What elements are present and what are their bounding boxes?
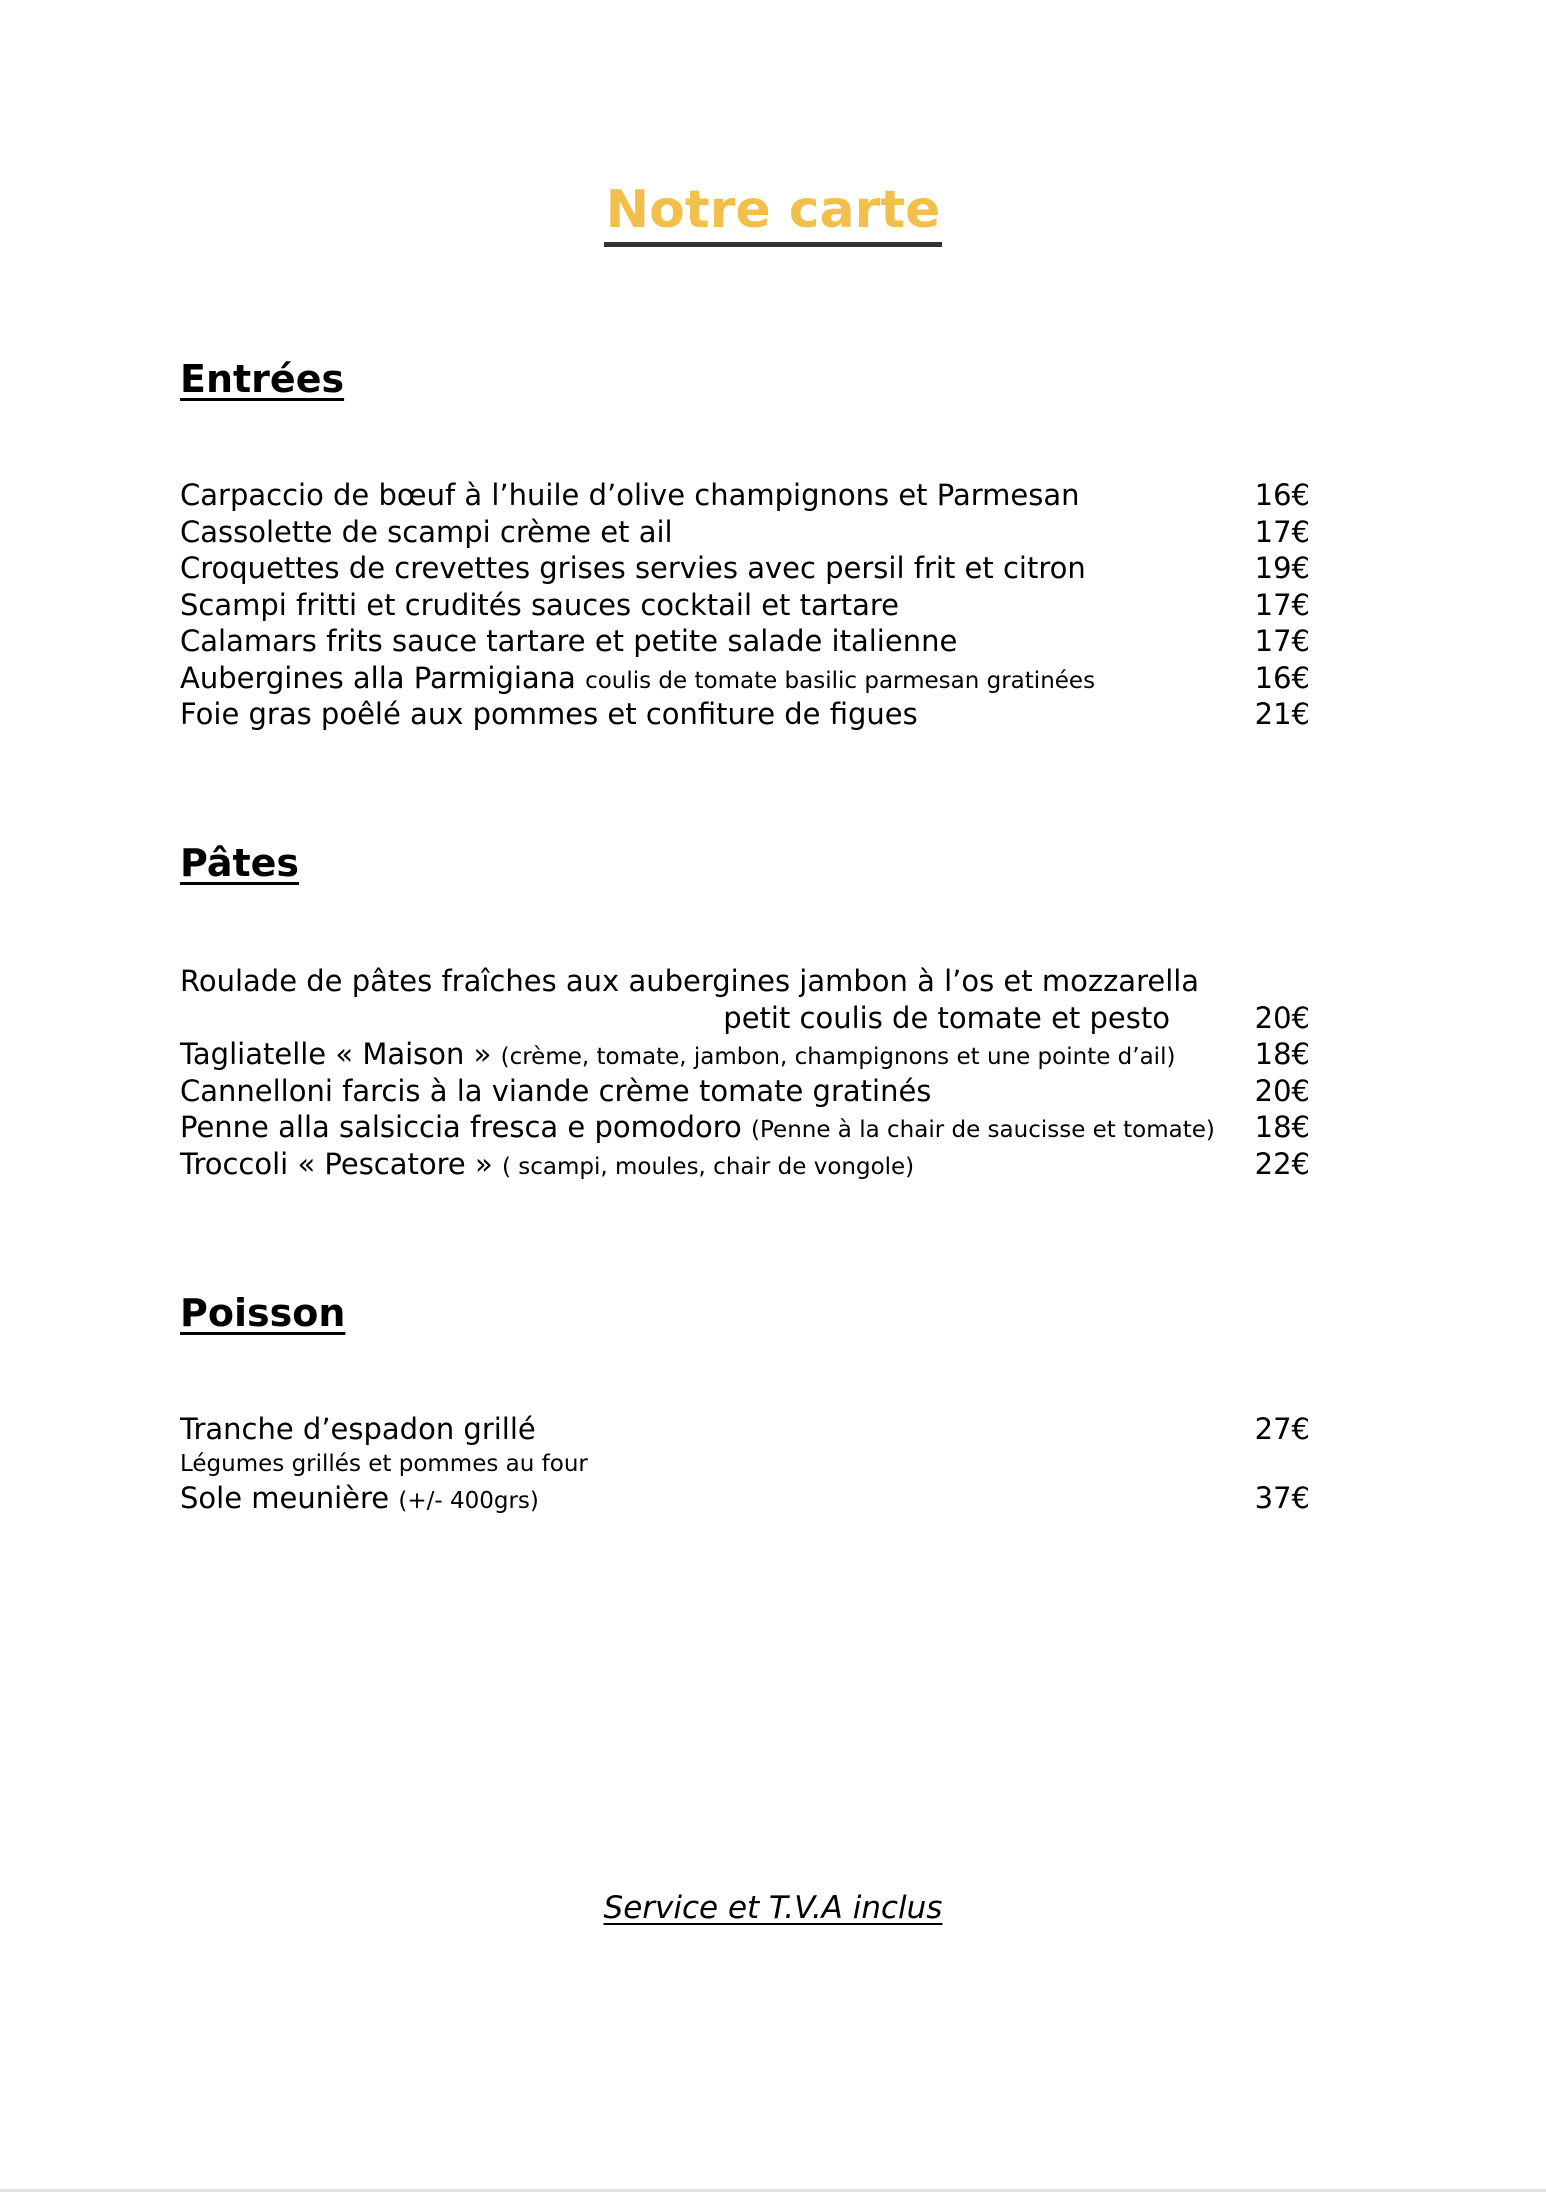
menu-item [180,660,1310,697]
item-name: Tagliatelle « Maison » [180,1037,492,1071]
item-price: 21€ [1254,697,1310,731]
menu-item [180,1036,1310,1073]
menu-item [180,696,1310,733]
item-note: Légumes grillés et pommes au four [180,1450,588,1477]
item-name: Sole meunière [180,1480,390,1515]
item-name: Penne alla salsiccia fresca e pomodoro [180,1110,742,1144]
item-price: 18€ [1254,1110,1310,1144]
item-name: Aubergines alla Parmigiana [180,660,576,695]
section-heading-entrees: Entrées [180,357,345,401]
item-description: (+/- 400grs) [398,1487,539,1514]
item-name: Cannelloni farcis à la viande crème tomate gratinés [180,1073,932,1108]
item-price: 19€ [1254,551,1310,585]
menu-item [180,1073,1310,1110]
entrees-list [180,477,1310,733]
item-description: ( scampi, moules, chair de vongole) [501,1153,915,1180]
item-price: 37€ [1254,1480,1310,1515]
menu-title: Notre carte [604,178,943,247]
poisson-list [180,1411,1310,1516]
menu-item [180,550,1310,587]
item-name-line2: petit coulis de tomate et pesto [723,1000,1170,1035]
item-name: Cassolette de scampi crème et ail [180,514,673,549]
item-price: 16€ [1254,660,1310,695]
section-heading-poisson: Poisson [180,1291,346,1335]
menu-item [180,587,1310,624]
menu-item [180,1109,1310,1146]
item-price: 22€ [1254,1146,1310,1181]
item-price: 27€ [1254,1412,1310,1446]
item-name: Foie gras poêlé aux pommes et confiture de figues [180,697,918,731]
footer-note: Service et T.V.A inclus [603,1890,943,1926]
item-description: (crème, tomate, jambon, champignons et une pointe d’ail) [500,1044,1176,1070]
item-name: Troccoli « Pescatore » [180,1146,493,1181]
section-heading-pates: Pâtes [180,841,300,885]
item-description: coulis de tomate basilic parmesan gratinées [585,667,1096,694]
item-price: 17€ [1254,624,1310,658]
item-name: Roulade de pâtes fraîches aux aubergines jambon à l’os et mozzarella [180,964,1200,998]
item-description: (Penne à la chair de saucisse et tomate) [751,1117,1215,1143]
item-price: 17€ [1254,514,1310,549]
title-wrapper [0,178,1546,247]
item-name: Scampi fritti et crudités sauces cocktail et tartare [180,587,899,622]
footer-wrapper [0,1888,1546,1928]
menu-item [180,1480,1310,1517]
item-price: 20€ [1254,1000,1310,1035]
menu-item [180,1146,1310,1183]
menu-item [180,1411,1310,1448]
item-name: Carpaccio de bœuf à l’huile d’olive champignons et Parmesan [180,478,1080,512]
item-price: 18€ [1254,1037,1310,1071]
item-name: Calamars frits sauce tartare et petite salade italienne [180,624,958,658]
item-price: 20€ [1254,1073,1310,1108]
item-price: 16€ [1254,478,1310,512]
menu-item [180,623,1310,660]
menu-item [180,514,1310,551]
pates-list [180,963,1310,1182]
item-note-row [180,1448,1310,1480]
item-price: 17€ [1254,587,1310,622]
item-name: Croquettes de crevettes grises servies avec persil frit et citron [180,551,1086,585]
menu-item-continuation [180,1000,1310,1037]
item-name: Tranche d’espadon grillé [180,1412,536,1446]
menu-item [180,477,1310,514]
menu-item [180,963,1310,1000]
